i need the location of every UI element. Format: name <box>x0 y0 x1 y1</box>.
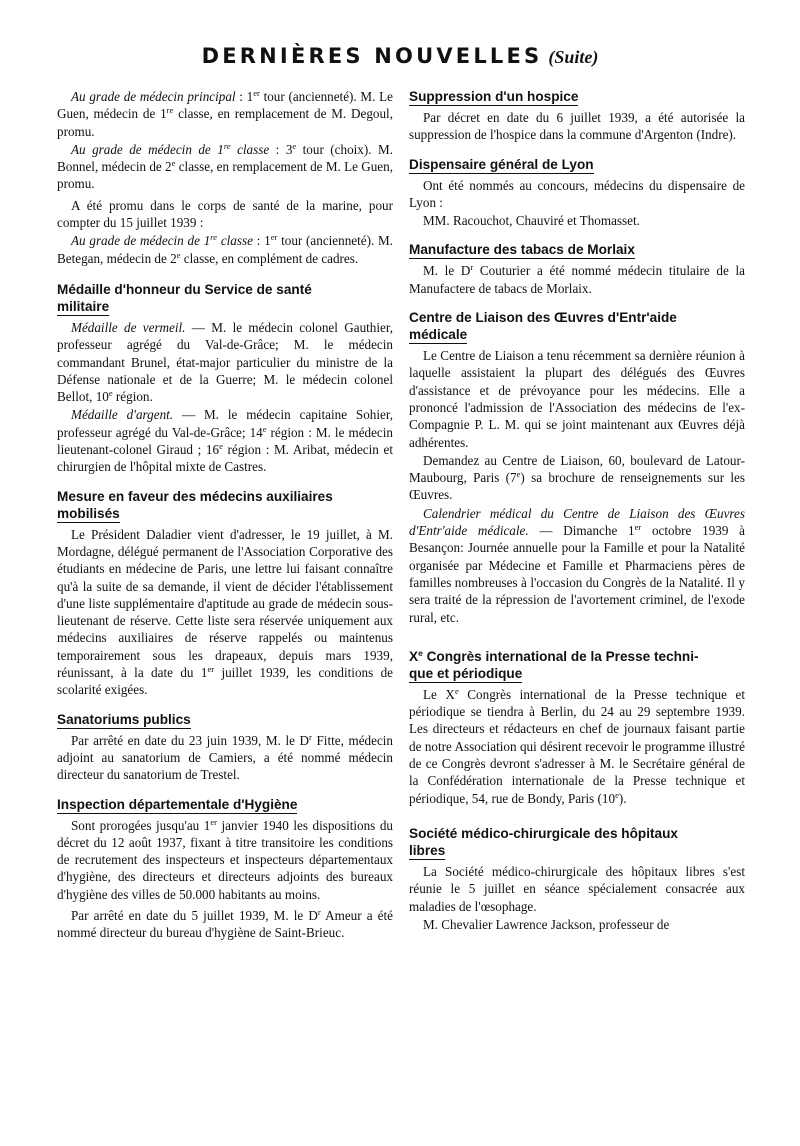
inspection-paragraph-1: Sont prorogées jusqu'au 1er janvier 1940 les dispositions du décret du 12 août 1937, fixant à titre transitoire les conditions de recrutement des inspecteurs et inspecteurs départementaux d'hygiène, des directeurs et directeurs adjoints des bureaux d'hygiène des villes de 50.000 habitants au moins. <box>57 816 393 902</box>
intro-paragraph-2: Au grade de médecin de 1re classe : 3e tour (choix). M. Bonnel, médecin de 2e classe, en remplacement de M. Le Guen, promu. <box>57 140 393 192</box>
inspection-paragraph-2: Par arrêté en date du 5 juillet 1939, M. le $D^r$ Ameur a été nommé directeur du bureau d'hygiène de Saint-Brieuc. <box>57 906 393 941</box>
mesure-paragraph-1: Le Président Daladier vient d'adresser, le 19 juillet, à M. Mordagne, délégué permanent de l'Association Corporative des étudiants en médecine de Paris, une lettre lui faisant connaître qu'à la suite de sa demande, il vient de décider l'établissement d'une liste supplémentaire d'aptitude au grade de médecin sous-lieutenant de réserve. Cette liste sera réservée uniquement aux médecins auxiliaires de réserve rappelés ou maintenus temporairement sous les drapeaux, depuis mars 1939, réunissant, à la date du 1er juillet 1939, les conditions de scolarité exigées. <box>57 526 394 698</box>
heading-mesure: Mesure en faveur des médecins auxiliaires mobilisés <box>57 488 333 521</box>
dispensaire-paragraph-1: Ont été nommés au concours, médecins du dispensaire de Lyon : <box>409 177 745 210</box>
heading-congres: Xe Congrès international de la Presse techni- que et périodique <box>409 647 699 681</box>
heading-societe: Société médico-chirurgicale des hôpitaux libres <box>409 825 678 858</box>
centre-paragraph-2: Demandez au Centre de Liaison, 60, boulevard de Latour-Maubourg, Paris (7e) sa brochure de renseignements sur les Œuvres. <box>409 452 746 503</box>
heading-centre-liaison: Centre de Liaison des Œuvres d'Entr'aide médicale <box>409 310 677 343</box>
title-text: DERNIÈRES NOUVELLES <box>201 44 543 68</box>
title-suite: (Suite) <box>548 47 599 67</box>
heading-hospice: Suppression d'un hospice <box>409 89 579 104</box>
intro-paragraph-3: A été promu dans le corps de santé de la marine, pour compter du 15 juillet 1939 : <box>57 197 393 231</box>
heading-manufacture: Manufacture des tabacs de Morlaix <box>409 242 635 258</box>
left-column <box>57 88 393 942</box>
hospice-paragraph-1: Par décret en date du 6 juillet 1939, a été autorisée la suppression de l'hospice dans la commune d'Argenton (Indre). <box>409 110 745 143</box>
sanatoriums-paragraph-1: Par arrêté en date du 23 juin 1939, M. le $D^r$ Fitte, médecin adjoint au sanatorium de Camiers, a été nommé médecin directeur du sanatorium de Trestel. <box>57 731 393 783</box>
right-column <box>409 88 745 933</box>
societe-paragraph-1: La Société médico-chirurgicale des hôpitaux libres s'est réunie le 5 juillet en séance spécialement consacrée aux maladies de l'œsophage. <box>409 863 745 914</box>
congres-paragraph-1: Le Xe Congrès international de la Presse technique et périodique se tiendra à Berlin, du 24 au 29 septembre 1939. Les directeurs et rédacteurs en chef de journaux faisant partie de notre Association qui désirent recevoir le programme illustré de ce Congrès devront s'adresser à M. le Secrétaire général de la Confédération internationale de la Presse technique et périodique, 54, rue de Bondy, Paris (10e). <box>409 685 745 806</box>
medaille-paragraph-2: Médaille d'argent. — M. le médecin capitaine Sohier, professeur agrégé du Val-de-Grâce; 14e région : M. le médecin lieutenant-colonel Giraud ; 16e région : M. Aribat, médecin et chirurgien de l'hôpital mixte de Castres. <box>57 407 393 475</box>
centre-paragraph-1: Le Centre de Liaison a tenu récemment sa dernière réunion à laquelle assistaient la plupart des délégués des Œuvres d'assistance et de prévoyance pour les médecins. Elle a prononcé l'admission de l'Association des médecins de l'ex-Compagnie P. L. M. qui se joint maintenant aux Œuvres déjà adhérentes. <box>409 348 745 450</box>
heading-dispensaire: Dispensaire général de Lyon <box>409 156 594 172</box>
societe-paragraph-2: M. Chevalier Lawrence Jackson, professeur de <box>423 916 670 932</box>
heading-medaille: Médaille d'honneur du Service de santé militaire <box>57 281 312 314</box>
dispensaire-paragraph-2: MM. Racouchot, Chauviré et Thomasset. <box>423 213 640 229</box>
manufacture-paragraph-1: M. le $D^r$ Couturier a été nommé médecin titulaire de la Manufactere de tabacs de Morlaix. <box>409 262 746 296</box>
heading-inspection: Inspection départementale d'Hygiène <box>57 796 298 812</box>
intro-paragraph-4: Au grade de médecin de 1re classe : 1er tour (ancienneté). M. Betegan, médecin de 2e classe, en complément de cadres. <box>57 232 393 266</box>
intro-paragraph-1: Au grade de médecin principal : 1er tour (ancienneté). M. Le Guen, médecin de 1re classe, en remplacement de M. Degoul, promu. <box>57 88 393 139</box>
page-title <box>0 44 800 68</box>
centre-paragraph-3: Calendrier médical du Centre de Liaison des Œuvres d'Entr'aide médicale. — Dimanche 1er octobre 1939 à Besançon: Journée annuelle pour la Famille et pour la Natalité organisée par Médecine et Famille et Pharmaciens pères de familles nombreuses à l'occasion du Congrès de la Natalité. Il y sera traité de la répression de l'avortement criminel, de l'exode rural, etc. <box>409 505 745 625</box>
medaille-paragraph-1: Médaille de vermeil. — M. le médecin colonel Gauthier, professeur agrégé du Val-de-Grâce; M. le médecin commandant Brunel, état-major particulier du ministre de la Défense nationale et de la Guerre; M. le médecin colonel Bellot, 10e région. <box>57 319 393 405</box>
heading-sanatoriums: Sanatoriums publics <box>57 711 191 727</box>
